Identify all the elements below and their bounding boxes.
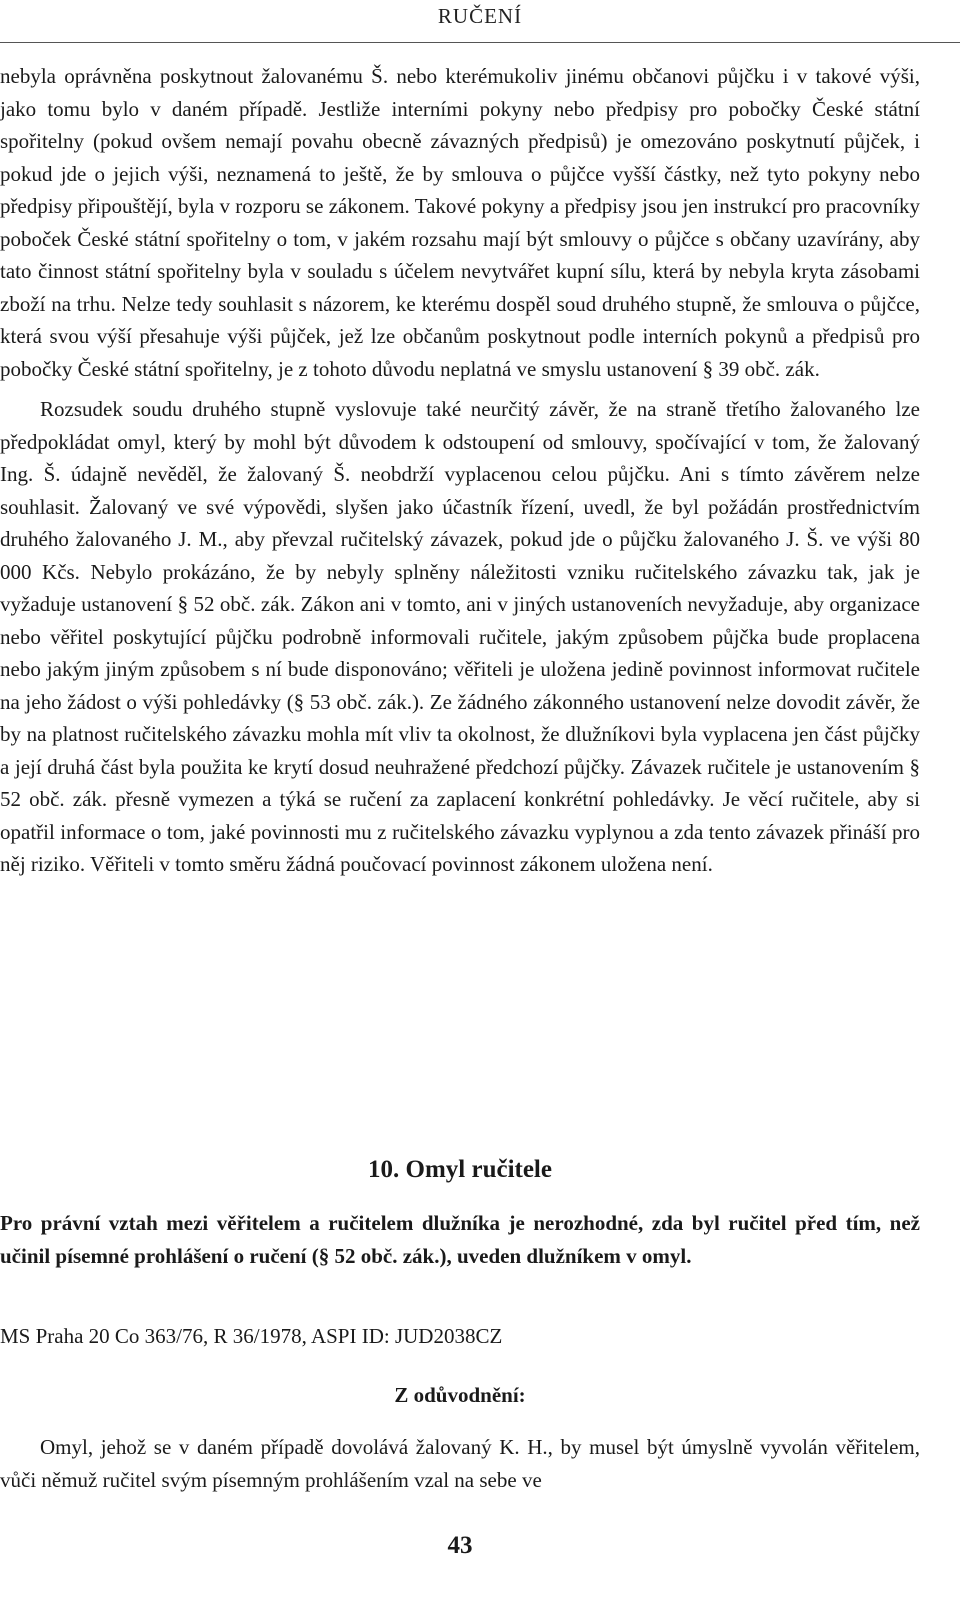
body-paragraph: nebyla oprávněna poskytnout žalovanému Š. nebo kterémukoliv jinému občanovi půjčku i v takové výši, jako tomu bylo v daném případě. Jestliže interními pokyny nebo předpisy pro pobočky České státní spořitelny (pokud ovšem nemají povahu obecně závazných předpisů) je omezováno poskytnutí půjček, i pokud jde o jejich výši, neznamená to ještě, že by smlouva o půjčce vyšší částky, než tyto pokyny nebo předpisy připouštějí, byla v rozporu se zákonem. Takové pokyny a předpisy jsou jen instrukcí pro pracovníky poboček České státní spořitelny o tom, v jakém rozsahu mají být smlouvy o půjčce s občany uzavírány, aby tato činnost státní spořitelny byla v souladu s účelem nevytvářet kupní sílu, která by nebyla kryta zásobami zboží na trhu. Nelze tedy souhlasit s názorem, ke kterému dospěl soud druhého stupně, že smlouva o půjčce, která svou výší přesahuje výši půjček, jež lze občanům poskytnout podle interních pokynů a předpisů pro pobočky České státní spořitelny, je z tohoto důvodu neplatná ve smyslu ustanovení § 39 obč. zák. <box>0 64 920 381</box>
case-citation: MS Praha 20 Co 363/76, R 36/1978, ASPI ID: JUD2038CZ <box>0 1324 503 1348</box>
body-text <box>0 60 920 881</box>
body-paragraph: Rozsudek soudu druhého stupně vyslovuje také neurčitý závěr, že na straně třetího žalovaného lze předpokládat omyl, který by mohl být důvodem k odstoupení od smlouvy, spočívající v tom, že žalovaný Ing. Š. údajně nevěděl, že žalovaný Š. neobdrží vyplacenou celou půjčku. Ani s tímto závěrem nelze souhlasit. Žalovaný ve své výpovědi, slyšen jako účastník řízení, uvedl, že byl požádán prostřednictvím druhého žalovaného J. M., aby převzal ručitelský závazek, pokud jde o půjčku žalovaného J. Š. ve výši 80 000 Kčs. Nebylo prokázáno, že by nebyly splněny náležitosti vzniku ručitelského závazku tak, jak je vyžaduje ustanovení § 52 obč. zák. Zákon ani v tomto, ani v jiných ustanoveních nevyžaduje, aby organizace nebo věřitel poskytující půjčku podrobně informovali ručitele, jakým způsobem půjčka bude proplacena nebo jakým jiným způsobem s ní bude disponováno; věřiteli je uložena jedině povinnost informovat ručitele na jeho žádost o výši pohledávky (§ 53 obč. zák.). Ze žádného zákonného ustanovení nelze dovodit závěr, že by na platnost ručitelského závazku mohla mít vliv ta okolnost, že dlužníkovi byla vyplacena jen část půjčky a její druhá část byla použita ke krytí dosud neuhražené předchozí půjčky. Závazek ručitele je ustanovením § 52 obč. zák. přesně vymezen a týká se ručení za zaplacení konkrétní pohledávky. Je věcí ručitele, aby si opatřil informace o tom, jaké povinnosti mu z ručitelského závazku vyplynou a zda tento závazek přináší pro něj riziko. Věřiteli v tomto směru žádná poučovací povinnost zákonem uložena není. <box>0 397 920 876</box>
header-rule <box>0 42 960 43</box>
section-heading: 10. Omyl ručitele <box>368 1156 552 1183</box>
page-number: 43 <box>447 1532 473 1559</box>
reasoning-paragraph: Omyl, jehož se v daném případě dovolává žalovaný K. H., by musel být úmyslně vyvolán věřitelem, vůči němuž ručitel svým písemným prohlášením vzal na sebe ve <box>0 1435 920 1492</box>
reasoning-heading: Z odůvodnění: <box>394 1383 526 1407</box>
running-head: RUČENÍ <box>437 4 523 28</box>
legal-principle: Pro právní vztah mezi věřitelem a ručitelem dlužníka je nerozhodné, zda byl ručitel před tím, než učinil písemné prohlášení o ručení (§ 52 obč. zák.), uveden dlužníkem v omyl. <box>0 1211 920 1268</box>
